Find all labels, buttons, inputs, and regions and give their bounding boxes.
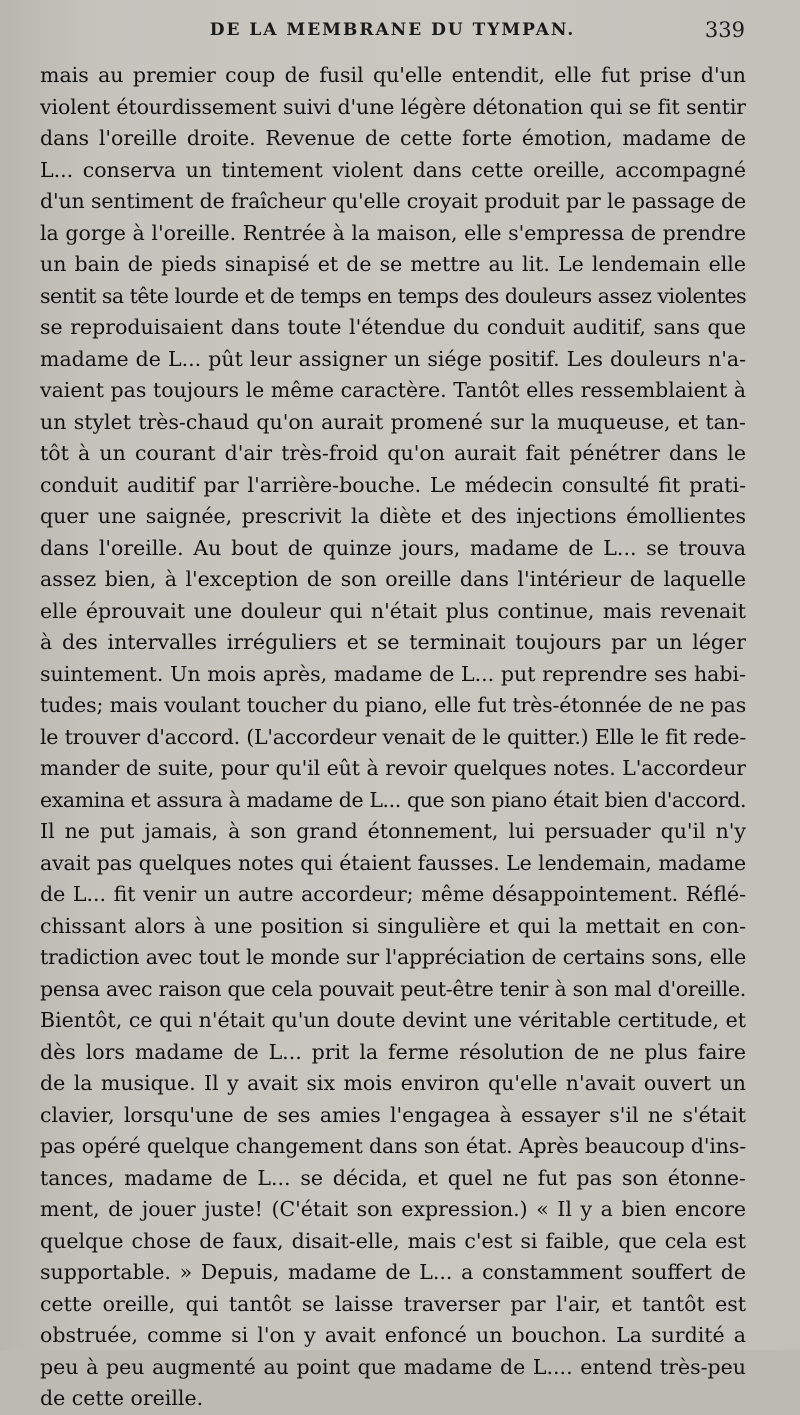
text-line: examina et assura à madame de L... que son piano était bien d'accord. xyxy=(40,787,746,812)
text-line: elle éprouvait une douleur qui n'était plus continue, mais revenait xyxy=(40,598,746,623)
text-line: Il ne put jamais, à son grand étonnement, lui persuader qu'il n'y xyxy=(40,819,746,843)
text-line: la gorge à l'oreille. Rentrée à la maison, elle s'empressa de prendre xyxy=(40,220,746,245)
text-line: peu à peu augmenté au point que madame de L.... entend très-peu xyxy=(40,1354,746,1379)
text-line: suintement. Un mois après, madame de L... put reprendre ses habi- xyxy=(40,661,746,686)
text-line: tôt à un courant d'air très-froid qu'on aurait fait pénétrer dans le xyxy=(40,441,746,465)
text-line: pas opéré quelque changement dans son état. Après beaucoup d'ins- xyxy=(40,1134,746,1158)
text-line: L... conserva un tintement violent dans cette oreille, accompagné xyxy=(40,157,746,182)
text-line: quelque chose de faux, disait-elle, mais c'est si faible, que cela est xyxy=(40,1228,746,1253)
text-line: mais au premier coup de fusil qu'elle entendit, elle fut prise d'un xyxy=(40,63,746,87)
text-line: avait pas quelques notes qui étaient fausses. Le lendemain, madame xyxy=(40,850,746,875)
text-line: obstruée, comme si l'on y avait enfoncé un bouchon. La surdité a xyxy=(40,1323,746,1347)
text-line: Bientôt, ce qui n'était qu'un doute devint une véritable certitude, et xyxy=(40,1008,746,1032)
text-line: cette oreille, qui tantôt se laisse traverser par l'air, et tantôt est xyxy=(40,1291,746,1316)
text-line: de la musique. Il y avait six mois environ qu'elle n'avait ouvert un xyxy=(40,1071,746,1095)
text-line: assez bien, à l'exception de son oreille dans l'intérieur de laquelle xyxy=(40,567,746,591)
running-title: DE LA MEMBRANE DU TYMPAN. xyxy=(209,20,576,40)
text-line: se reproduisaient dans toute l'étendue du conduit auditif, sans que xyxy=(40,315,746,339)
text-line: vaient pas toujours le même caractère. Tantôt elles ressemblaient à xyxy=(40,378,746,402)
text-line: à des intervalles irréguliers et se terminait toujours par un léger xyxy=(40,630,746,654)
text-line: ment, de jouer juste! (C'était son expression.) « Il y a bien encore xyxy=(40,1197,746,1221)
text-line: dès lors madame de L... prit la ferme résolution de ne plus faire xyxy=(40,1039,746,1064)
text-line: dans l'oreille droite. Revenue de cette forte émotion, madame de xyxy=(40,126,746,150)
body-text xyxy=(40,60,746,1415)
text-line: tances, madame de L... se décida, et quel ne fut pas son étonne- xyxy=(40,1165,746,1190)
text-line: un stylet très-chaud qu'on aurait promené sur la muqueuse, et tan- xyxy=(40,409,746,434)
text-line: d'un sentiment de fraîcheur qu'elle croyait produit par le passage de xyxy=(40,189,746,213)
page-number: 339 xyxy=(704,18,745,42)
text-line: madame de L... pût leur assigner un siége positif. Les douleurs n'a- xyxy=(40,346,746,371)
text-line: conduit auditif par l'arrière-bouche. Le médecin consulté fit prati- xyxy=(40,472,746,497)
text-line: un bain de pieds sinapisé et de se mettre au lit. Le lendemain elle xyxy=(40,252,746,276)
text-line: quer une saignée, prescrivit la diète et des injections émollientes xyxy=(40,504,746,528)
text-line: le trouver d'accord. (L'accordeur venait de le quitter.) Elle le fit rede- xyxy=(40,724,746,749)
running-header xyxy=(40,20,745,50)
text-line: supportable. » Depuis, madame de L... a constamment souffert de xyxy=(40,1260,746,1284)
text-line: violent étourdissement suivi d'une légère détonation qui se fit sentir xyxy=(40,94,746,119)
text-line: tradiction avec tout le monde sur l'appréciation de certains sons, elle xyxy=(40,945,746,969)
text-line: mander de suite, pour qu'il eût à revoir quelques notes. L'accordeur xyxy=(40,756,746,780)
text-line: sentit sa tête lourde et de temps en temps des douleurs assez violentes xyxy=(40,283,746,308)
text-line: clavier, lorsqu'une de ses amies l'engagea à essayer s'il ne s'était xyxy=(40,1102,746,1127)
text-line: pensa avec raison que cela pouvait peut-être tenir à son mal d'oreille. xyxy=(40,976,746,1001)
text-line: dans l'oreille. Au bout de quinze jours, madame de L... se trouva xyxy=(40,535,746,560)
text-line: chissant alors à une position si singulière et qui la mettait en con- xyxy=(40,913,746,938)
text-line: de L... fit venir un autre accordeur; même désappointement. Réflé- xyxy=(40,882,746,906)
text-line: de cette oreille. xyxy=(40,1386,204,1410)
text-line: tudes; mais voulant toucher du piano, elle fut très-étonnée de ne pas xyxy=(40,693,746,717)
